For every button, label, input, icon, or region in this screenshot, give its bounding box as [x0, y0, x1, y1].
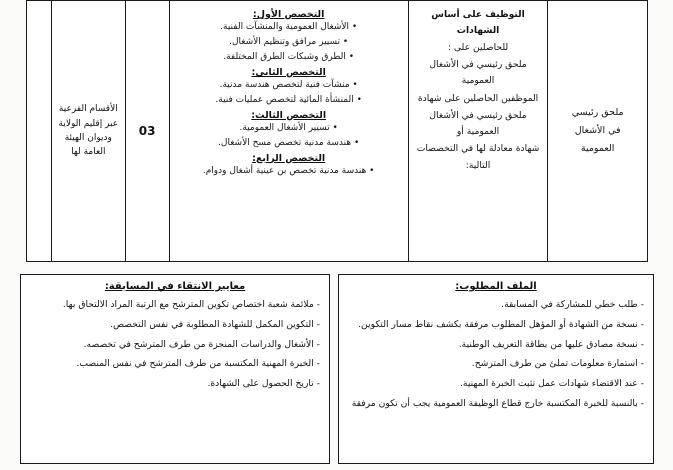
required-file-item: - بالنسبة للخبرة المكتسبة خارج قطاع الوظيفة العمومية يجب أن تكون مرفقة — [346, 397, 646, 411]
specialty-line-1-0: • تسيير مرافق وتنظيم الأشغال. — [229, 36, 349, 47]
selection-criteria-item: - الخبرة المهنية المكتسبة من طرف المترشح في نفس المنصب. — [28, 357, 322, 371]
table-column-specialties — [169, 1, 408, 261]
selection-criteria-item: - الأشغال والدراسات المنجزة من طرف المترشح في تخصصه. — [28, 338, 322, 352]
mode-line-1: ملحق رئيسي في الأشغال العمومية — [429, 59, 527, 87]
specialty-head-3: التخصص الثالث: — [251, 109, 327, 121]
table-column-department — [51, 1, 125, 261]
table-column-grade — [547, 1, 647, 261]
selection-criteria-box — [20, 274, 330, 464]
recruitment-table — [26, 0, 648, 262]
required-file-item: - استمارة معلومات تملئ من طرف المترشح. — [346, 357, 646, 371]
specialty-line-4-0: • هندسة مدنية تخصص مسح الأشغال. — [218, 137, 360, 148]
selection-criteria-title: معايير الانتقاء في المسابقة: — [104, 281, 246, 292]
mode-line-5: التالية: — [465, 159, 491, 171]
mode-line-4: شهادة معادلة لها في التخصصات — [416, 142, 540, 154]
specialty-head-5: التخصص الرابع: — [252, 152, 326, 164]
specialty-line-2-0: • منشآت فنية لتخصص هندسة مدنية. — [219, 79, 358, 90]
mode-line-0: للحاصلين على : — [447, 42, 509, 54]
department-line-3: وديوان الهيئة — [64, 133, 112, 143]
positions-count-value: 03 — [138, 124, 156, 138]
required-file-item: - عند الاقتضاء شهادات عمل تثبت الخبرة المهنية. — [346, 377, 646, 391]
specialty-line-1-1: • الطرق وشبكات الطرق المختلفة. — [223, 51, 355, 62]
selection-criteria-item: - ملائمة شعبة اختصاص تكوين المترشح مع الرتبة المراد الالتحاق بها. — [28, 298, 322, 312]
mode-line-3: ملحق رئيسي في الأشغال العمومية أو — [429, 109, 527, 137]
specialty-head-0: التخصص الأول: — [252, 9, 325, 20]
specialty-line-2-1: • المنشأة المائية لتخصص عمليات فنية. — [215, 94, 362, 105]
department-line-4: العامة لها — [71, 147, 106, 158]
table-column-recruitment-mode — [408, 1, 548, 261]
specialty-head-2: التخصص الثاني: — [251, 66, 326, 78]
grade-line-1: ملحق رئيسي — [571, 106, 624, 118]
specialty-line-5-0: • هندسة مدنية تخصص بن عينية أشغال ودوام. — [202, 165, 375, 176]
table-column-positions-count — [125, 1, 169, 261]
department-line-2: عبر إقليم الولاية — [58, 118, 119, 129]
table-column-edge — [27, 1, 51, 261]
specialty-line-0-0: • الأشغال العمومية والمنشآت الفنية. — [220, 22, 358, 32]
selection-criteria-item: - التكوين المكمل للشهادة المطلوبة في نفس التخصص. — [28, 318, 322, 332]
selection-criteria-item: - تاريخ الحصول على الشهادة. — [28, 377, 322, 391]
grade-line-2: في الأشغال — [574, 124, 621, 136]
required-file-item: - نسخة من الشهادة أو المؤهل المطلوب مرفقة بكشف نقاط مسار التكوين. — [346, 318, 646, 332]
required-file-item: - طلب خطي للمشاركة في المسابقة. — [346, 298, 646, 312]
mode-title: التوظيف على أساس الشهادات — [431, 9, 525, 36]
grade-line-3: العمومية — [580, 143, 615, 155]
required-file-title: الملف المطلوب: — [455, 281, 537, 292]
bottom-sections — [20, 274, 654, 464]
required-file-item: - نسخة مصادق عليها من بطاقة التعريف الوطنية. — [346, 338, 646, 352]
specialty-line-3-0: • تسيير الأشغال العمومية. — [239, 122, 338, 133]
required-file-box — [338, 274, 654, 464]
mode-line-2: الموظفين الحاصلين على شهادة — [417, 92, 539, 104]
department-line-1: الأقسام الفرعية — [58, 104, 118, 115]
